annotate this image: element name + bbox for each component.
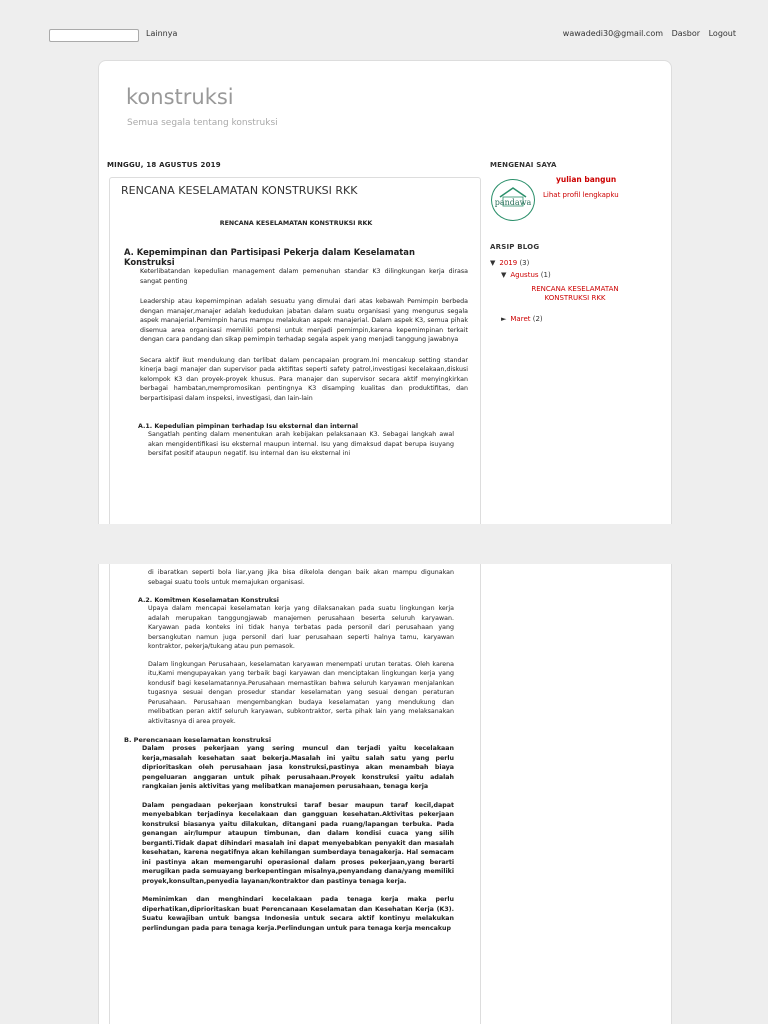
archive-year[interactable]: [490, 259, 529, 267]
profile-name[interactable]: yulian bangun: [556, 175, 617, 184]
page-gap: [0, 524, 768, 564]
logout-link[interactable]: Logout: [708, 29, 736, 38]
subsection-a2-paragraph: Dalam lingkungan Perusahaan, keselamatan karyawan menempati urutan teratas. Oleh karena itu,Kami mengupayakan yang terbaik bagi karyawan dan menciptakan lingkungan kerja yang kondusif bagi keselamatannya.Perusahaan memastikan bahwa seluruh karyawan menjalankan tugasnya sesuai dengan prosedur standar keselamatan yang sesuai dengan peraturan Perusahaan. Perusahaan mengembangkan budaya keselamatan yang mendukung dan melibatkan peran aktif seluruh karyawan, subkontraktor, serta pihak lain yang melaksanakan aktivitasnya di area proyek.: [148, 660, 454, 725]
post-title[interactable]: RENCANA KESELAMATAN KONSTRUKSI RKK: [121, 184, 358, 197]
avatar-text: pandawa: [494, 198, 532, 207]
archive-title: ARSIP BLOG: [490, 243, 540, 251]
profile-avatar[interactable]: [491, 179, 535, 221]
post-body-continued: [124, 568, 468, 933]
section-a-paragraph: Secara aktif ikut mendukung dan terlibat dalam pencapaian program.Ini mencakup setting standar kinerja bagi manajer dan supervisor pada aktifitas seperti safety patrol,investigasi kecelakaan,diskusi kelompok K3 dan proyek-proyek khusus. Para manajer dan supervisor secara aktif menyingkirkan berbagai hambatan,mempromosikan pentingnya K3 disamping kualitas dan produktifitas, dan berpartisipasi dalam inspeksi, investigasi, dan lain-lain: [140, 356, 468, 402]
triangle-down-icon[interactable]: ▼: [490, 259, 496, 267]
section-a-paragraph: Leadership atau kepemimpinan adalah sesuatu yang dimulai dari atas kebawah Pemimpin berbeda dengan manajer,manajer adalah kedudukan jabatan dalam suatu organisasi yang mengurus segala aspek manajerial.Pemimpin harus mampu melakukan aspek manajerial. Dalam aspek K3, semua pihak disemua area organisasi memiliki potensi untuk menjadi pemimpin,karena kepemimpinan terkait dengan cara pandang dan sikap pemimpin terhadap segala aspek yang menjadi tanggung jawabnya: [140, 298, 468, 343]
top-navbar: [0, 0, 768, 54]
archive-month-link[interactable]: Agustus: [510, 271, 539, 279]
archive-year-link[interactable]: 2019: [499, 259, 518, 267]
post-card-continued: [109, 564, 481, 1024]
post-body: [124, 220, 468, 459]
subsection-a1-text: Sangatlah penting dalam menentukan arah kebijakan pelaksanaan K3. Sebagai langkah awal akan mengidentifikasi isu eksternal maupun internal. Isu yang dimaksud dapat berupa isuyang bersifat positif ataupun negatif. Isu internal dan isu eksternal ini: [148, 431, 454, 457]
dashboard-link[interactable]: Dasbor: [671, 29, 701, 38]
about-title: MENGENAI SAYA: [490, 161, 557, 169]
archive-year-count: (3): [519, 259, 530, 267]
search-input[interactable]: [49, 29, 139, 42]
blog-title[interactable]: konstruksi: [126, 85, 234, 109]
archive-month-count: (1): [540, 271, 551, 279]
archive-month[interactable]: [501, 271, 551, 279]
subsection-a2-title: A.2. Komitmen Keselamatan Konstruksi: [138, 597, 279, 604]
archive-post-link[interactable]: RENCANA KESELAMATAN KONSTRUKSI RKK: [531, 285, 619, 302]
archive-month-link[interactable]: Maret: [510, 315, 531, 323]
section-b-paragraph: Meminimkan dan menghindari kecelakaan pada tenaga kerja maka perlu diperhatikan,diprioritaskan buat Perencanaan Keselamatan dan Kesehatan Kerja (K3). Suatu kewajiban untuk bangsa Indonesia untuk secara aktif kontinyu melakukan perlindungan pada para tenaga kerja.Perlindungan untuk para tenaga kerja mencakup: [142, 896, 454, 932]
section-b-paragraph: Dalam pengadaan pekerjaan konstruksi taraf besar maupun taraf kecil,dapat menyebabkan terjadinya kecelakaan dan gangguan kesehatan.Aktivitas pekerjaan konstruksi biasanya yaitu dilakukan, ditangani pada ruang/lapangan terbuka. Pada genangan air/lumpur ataupun timbunan, dan dalam kondisi cuaca yang silih berganti.Tidak dapat dihindari masalah ini dapat menyebabkan penyakit dan masalah kesehatan, karena negatifnya akan kehilangan sumberdaya tenagakerja. Hal semacam ini pastinya akan memengaruhi operasional dalam proses pekerjaan,yang berarti merugikan pada semuayang berkepentingan misalnya,penyandang dana/yang memiliki proyek,konsultan,penyedia layanan/kontraktor dan pastinya tenaga kerja.: [142, 801, 454, 885]
triangle-down-icon[interactable]: ▼: [501, 271, 507, 279]
subsection-a2-paragraph: Upaya dalam mencapai keselamatan kerja yang dilaksanakan pada suatu lingkungan kerja adalah merupakan tanggungjawab manajemen perusahaan beserta seluruh karyawan. Karyawan pada konteks ini tidak hanya terbatas pada personil dari perusahaan yang bersangkutan namun juga personil dari luar perusahaan seperti halnya tamu, karyawan kontraktor, pekerja/tukang atau pun pemasok.: [148, 605, 454, 650]
section-a-intro: Keterlibatandan kepedulian management dalam pemenuhan standar K3 dilingkungan kerja dirasa sangat penting: [140, 268, 468, 285]
post-date: MINGGU, 18 AGUSTUS 2019: [107, 161, 221, 169]
section-a-title: A. Kepemimpinan dan Partisipasi Pekerja dalam Keselamatan Konstruksi: [124, 247, 415, 267]
profile-link[interactable]: Lihat profil lengkapku: [543, 191, 619, 199]
post-heading: RENCANA KESELAMATAN KONSTRUKSI RKK: [219, 220, 373, 227]
subsection-a1-title: A.1. Kepedulian pimpinan terhadap Isu eksternal dan internal: [138, 423, 359, 430]
more-link[interactable]: Lainnya: [146, 29, 178, 38]
house-logo-icon: [492, 180, 534, 220]
blog-description: Semua segala tentang konstruksi: [127, 118, 278, 128]
triangle-right-icon[interactable]: ►: [501, 315, 507, 323]
section-b-title: B. Perencanaan keselamatan konstruksi: [124, 736, 272, 744]
archive-month[interactable]: [501, 315, 543, 323]
blog-container: [98, 60, 672, 525]
section-b-paragraph: Dalam proses pekerjaan yang sering muncul dan terjadi yaitu kecelakaan kerja,masalah kesehatan saat bekerja.Masalah ini yaitu salah satu yang perlu diprioritaskan oleh perusahaan jasa konstruksi,pastinya akan menambah biaya pengeluaran anggaran untuk pihak perusahaan.Proyek konstruksi yaitu adalah rangkaian jenis aktivitas yang melibatkan manajemen perusahaan, tenaga kerja: [142, 745, 454, 790]
user-menu: [557, 29, 736, 38]
subsection-a1-text-continued: di ibaratkan seperti bola liar,yang jika bisa dikelola dengan baik akan mampu digunakan sebagai suatu tools untuk memajukan organisasi.: [148, 569, 454, 586]
blog-container-continued: [98, 564, 672, 1024]
archive-month-count: (2): [532, 315, 543, 323]
user-email[interactable]: wawadedi30@gmail.com: [562, 29, 664, 38]
post-card: [109, 177, 481, 525]
